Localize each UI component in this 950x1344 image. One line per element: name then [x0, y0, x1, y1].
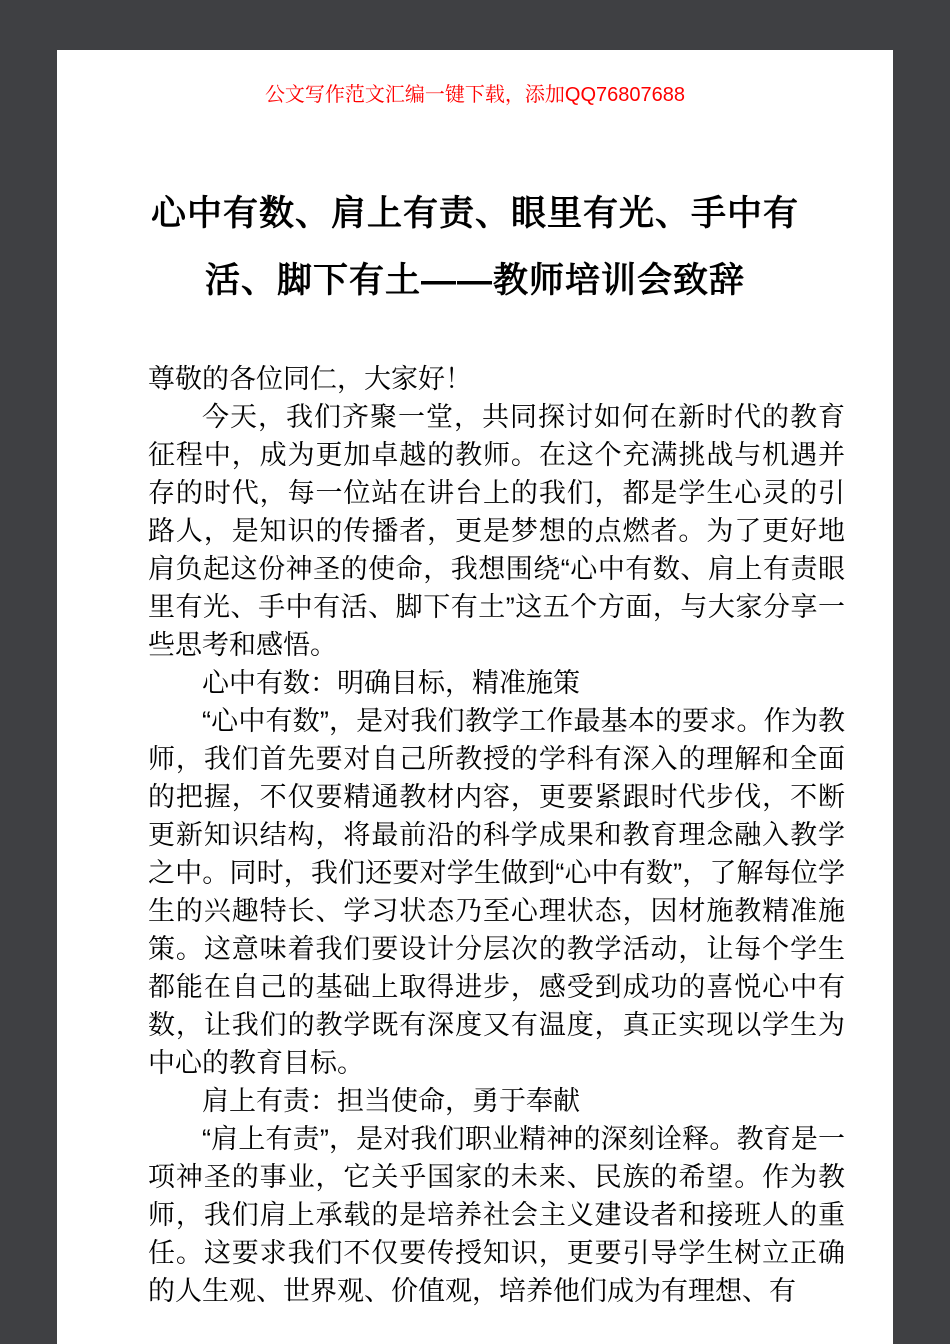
document-title [97, 180, 853, 314]
paragraph-xinzhongyoushu-body: “心中有数”，是对我们教学工作最基本的要求。作为教师，我们首先要对自己所教授的学科有深入的理解和全面的把握，不仅要精通教材内容，更要紧跟时代步伐，不断更新知识结构，将最前沿的科学成果和教育理念融入教学之中。同时，我们还要对学生做到“心中有数”，了解每位学生的兴趣特长、学习状态乃至心理状态，因材施教精准施策。这意味着我们要设计分层次的教学活动，让每个学生都能在自己的基础上取得进步，感受到成功的喜悦心中有数，让我们的教学既有深度又有温度，真正实现以学生为中心的教育目标。 [148, 706, 845, 1078]
paragraph-jianshangyouze-body: “肩上有责”，是对我们职业精神的深刻诠释。教育是一项神圣的事业，它关乎国家的未来、民族的希望。作为教师，我们肩上承载的是培养社会主义建设者和接班人的重任。这要求我们不仅要传授知识，更要引导学生树立正确的人生观、世界观、价值观，培养他们成为有理想、有 [148, 1124, 845, 1306]
paragraph-intro: 今天，我们齐聚一堂，共同探讨如何在新时代的教育征程中，成为更加卓越的教师。在这个充满挑战与机遇并存的时代，每一位站在讲台上的我们，都是学生心灵的引路人，是知识的传播者，更是梦想的点燃者。为了更好地肩负起这份神圣的使命，我想围绕“心中有数、肩上有责眼里有光、手中有活、脚下有土”这五个方面，与大家分享一些思考和感悟。 [148, 402, 845, 660]
title-line-2: 活、脚下有土——教师培训会致辞 [204, 261, 745, 300]
section-heading-jianshangyouze: 肩上有责：担当使命，勇于奉献 [202, 1086, 580, 1116]
title-line-1: 心中有数、肩上有责、眼里有光、手中有 [150, 194, 799, 233]
document-body [148, 360, 845, 1310]
document-page [57, 50, 893, 1344]
promo-notice: 公文写作范文汇编一键下载，添加QQ76807688 [264, 84, 686, 106]
paragraph-greeting: 尊敬的各位同仁，大家好！ [148, 364, 472, 394]
section-heading-xinzhongyoushu: 心中有数：明确目标，精准施策 [202, 668, 580, 698]
